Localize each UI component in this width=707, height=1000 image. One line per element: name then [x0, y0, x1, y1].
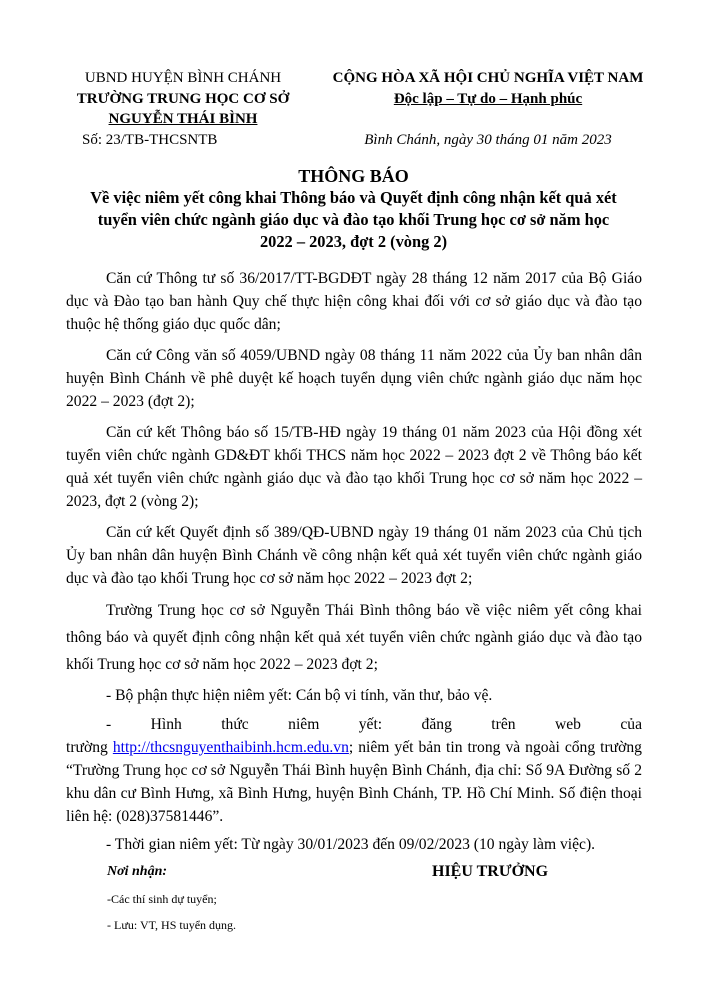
recipients-label: Nơi nhận: — [107, 864, 168, 879]
school-website-link[interactable]: http://thcsnguyenthaibinh.hcm.edu.vn — [112, 739, 349, 756]
paragraph-legal-basis-2 — [66, 344, 642, 413]
signer-title: HIỆU TRƯỞNG — [432, 863, 549, 880]
paragraph-text: Trường Trung học cơ sở Nguyễn Thái Bình thông báo về việc niêm yết công khai thông báo và quyết định công nhận kết quả xét tuyển viên chức ngành giáo dục và đào tạo khối Trung học cơ sở năm học 2022 – 2023 đợt 2; — [66, 602, 642, 673]
paragraph-text: Căn cứ kết Quyết định số 389/QĐ-UBND ngày 19 tháng 01 năm 2023 của Chủ tịch Ủy ban nhân dân huyện Bình Chánh về công nhận kết quả xét tuyển viên chức ngành giáo dục và đào tạo khối Trung học cơ sở năm học 2022 – 2023 đợt 2; — [66, 524, 642, 587]
national-title: CỘNG HÒA XÃ HỘI CHỦ NGHĨA VIỆT NAM — [332, 70, 644, 86]
issuer-district: UBND HUYỆN BÌNH CHÁNH — [84, 70, 282, 86]
paragraph-text: - Thời gian niêm yết: Từ ngày 30/01/2023 đến 09/02/2023 (10 ngày làm việc). — [106, 836, 596, 853]
recipient-candidates: -Các thí sinh dự tuyển; — [107, 892, 217, 906]
national-motto: Độc lập – Tự do – Hạnh phúc — [393, 91, 583, 107]
document-number: Số: 23/TB-THCSNTB — [82, 132, 218, 148]
paragraph-text: Căn cứ Công văn số 4059/UBND ngày 08 tháng 11 năm 2022 của Ủy ban nhân dân huyện Bình Chánh về phê duyệt kế hoạch tuyển dụng viên chức ngành giáo dục năm học 2022 – 2023 (đợt 2); — [66, 347, 642, 410]
document-subject-line2: tuyển viên chức ngành giáo dục và đào tạo khối Trung học cơ sở năm học — [97, 210, 610, 229]
document-subject-line1: Về việc niêm yết công khai Thông báo và Quyết định công nhận kết quả xét — [90, 188, 617, 207]
document-subject-line3: 2022 – 2023, đợt 2 (vòng 2) — [259, 232, 448, 251]
paragraph-legal-basis-3 — [66, 421, 642, 513]
paragraph-posting-staff — [66, 684, 642, 707]
paragraph-legal-basis-4 — [66, 521, 642, 590]
issuer-school-line1: TRƯỜNG TRUNG HỌC CƠ SỞ — [76, 91, 290, 107]
document-date: Bình Chánh, ngày 30 tháng 01 năm 2023 — [364, 132, 612, 148]
document-title: THÔNG BÁO — [298, 166, 409, 186]
paragraph-posting-form — [66, 713, 642, 828]
issuer-school-line2: NGUYỄN THÁI BÌNH — [108, 111, 258, 127]
paragraph-announcement — [66, 597, 642, 678]
paragraph-posting-time — [66, 833, 642, 856]
paragraph-text: - Hình thức niêm yết: đăng trên web của trường — [66, 716, 642, 756]
recipient-archive: - Lưu: VT, HS tuyển dụng. — [107, 918, 237, 932]
paragraph-legal-basis-1 — [66, 267, 642, 336]
paragraph-text: ; niêm yết bản tin trong và ngoài cổng trường “Trường Trung học cơ sở Nguyễn Thái Bình huyện Bình Chánh, địa chỉ: Số 9A Đường số 2 khu dân cư Bình Hưng, xã Bình Hưng, huyện Bình Chánh, TP. Hồ Chí Minh. Số điện thoại liên hệ: (028)37581446”. — [66, 739, 642, 825]
paragraph-text: Căn cứ kết Thông báo số 15/TB-HĐ ngày 19 tháng 01 năm 2023 của Hội đồng xét tuyển viên chức ngành GD&ĐT khối THCS năm học 2022 – 2023 đợt 2 về Thông báo kết quả xét tuyển viên chức ngành giáo dục và đào tạo khối Trung học cơ sở năm học 2022 – 2023, đợt 2 (vòng 2); — [66, 424, 642, 510]
paragraph-text: Căn cứ Thông tư số 36/2017/TT-BGDĐT ngày 28 tháng 12 năm 2017 của Bộ Giáo dục và Đào tạo ban hành Quy chế thực hiện công khai đối với cơ sở giáo dục và đào tạo thuộc hệ thống giáo dục quốc dân; — [66, 270, 642, 333]
paragraph-text: - Bộ phận thực hiện niêm yết: Cán bộ vi tính, văn thư, bảo vệ. — [106, 687, 493, 704]
